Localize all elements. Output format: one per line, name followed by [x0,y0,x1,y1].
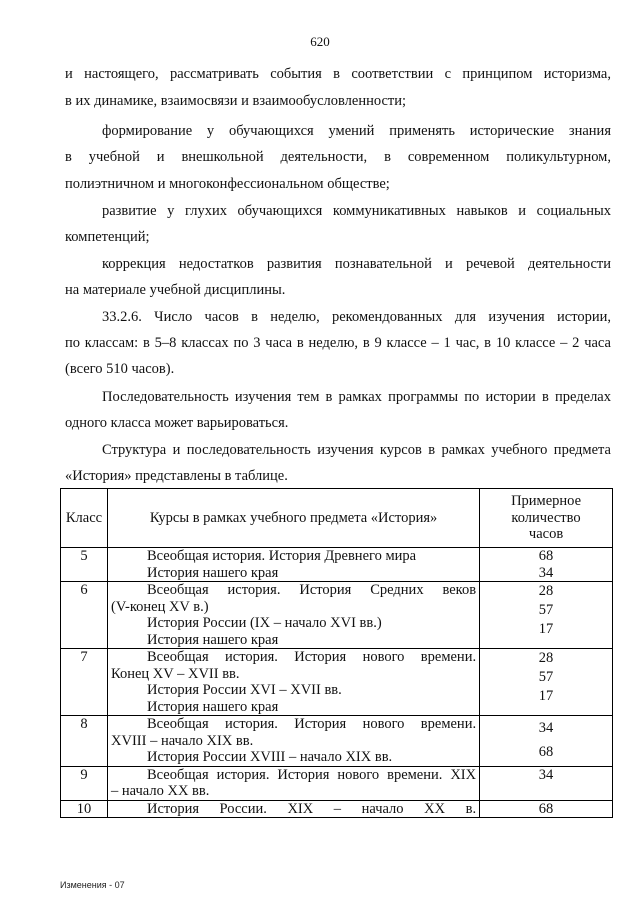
header-class: Класс [61,489,108,548]
class-cell: 5 [61,548,108,582]
hours-value: 68 [538,800,554,817]
courses-cell [108,548,480,582]
text-line: Последовательность изучения тем в рамках программы по истории в пределах [102,389,611,405]
courses-cell [108,582,480,649]
text-line: полиэтничном и многоконфессиональном обществе; [65,176,390,192]
course-line: XVIII – начало XIX вв. [111,732,254,749]
hours-cell [480,716,613,767]
text-line: (всего 510 часов). [65,361,175,377]
table-row [61,649,613,716]
class-cell: 10 [61,800,108,818]
text-line: коррекция недостатков развития познавательной и речевой деятельности [102,256,611,272]
hours-value: 57 [538,602,554,618]
text-line: по классам: в 5–8 классах по 3 часа в неделю, в 9 классе – 1 час, в 10 классе – 2 часа [65,335,611,351]
text-line: одного класса может варьироваться. [65,415,289,431]
course-line: История нашего края [147,564,279,581]
class-cell: 8 [61,716,108,767]
course-line: Всеобщая история. История нового времени. [147,716,477,732]
header-hours-line: количество [511,509,581,526]
table-row [61,548,613,582]
course-line: История России XVI – XVII вв. [147,682,342,698]
page-number: 620 [310,34,330,49]
hours-value: 68 [538,548,554,564]
text-line: в учебной и внешкольной деятельности, в современном поликультурном, [65,149,611,165]
courses-cell [108,649,480,716]
footer-note: Изменения - 07 [60,880,125,890]
course-line: История России. XIX – начало XX в. [147,800,477,817]
courses-cell [108,766,480,800]
text-line: развитие у глухих обучающихся коммуникативных навыков и социальных [102,203,611,219]
course-line: – начало XX вв. [111,783,210,799]
hours-value: 57 [538,669,554,685]
text-line: на материале учебной дисциплины. [65,282,286,298]
courses-cell [108,800,480,818]
text-line: формирование у обучающихся умений применять исторические знания [102,123,611,139]
course-line: Всеобщая история. История нового времени. [147,649,477,665]
hours-value: 34 [538,766,554,783]
hours-value: 28 [538,583,554,599]
table-row [61,800,613,818]
course-line: История России XVIII – начало XIX вв. [147,749,393,765]
hours-value: 34 [538,720,554,736]
table-row [61,766,613,800]
text-line: «История» представлены в таблице. [65,468,288,484]
header-hours-line: Примерное [511,493,582,510]
table-header-row [61,489,613,548]
header-courses: Курсы в рамках учебного предмета «История» [108,489,480,548]
text-line: Структура и последовательность изучения курсов в рамках учебного предмета [102,442,611,458]
course-line: История нашего края [147,698,279,715]
hours-cell [480,766,613,800]
class-cell: 7 [61,649,108,716]
hours-value: 17 [538,621,554,637]
course-line: Конец XV – XVII вв. [111,665,240,682]
course-line: Всеобщая история. История Средних веков [147,582,477,598]
course-line: (V-конец XV в.) [111,598,209,615]
hours-cell [480,582,613,649]
class-cell: 9 [61,766,108,800]
hours-value: 17 [538,688,554,704]
header-hours-line: часов [528,526,564,543]
text-line: 33.2.6. Число часов в неделю, рекомендованных для изучения истории, [102,309,611,325]
hours-cell [480,649,613,716]
hours-cell [480,800,613,818]
text-line: компетенций; [65,229,150,245]
course-line: Всеобщая история. История Древнего мира [147,548,417,564]
text-line: и настоящего, рассматривать события в соответствии с принципом историзма, [65,66,611,82]
text-line: в их динамике, взаимосвязи и взаимообусловленности; [65,93,407,109]
header-hours [480,489,613,548]
course-line: История России (IX – начало XVI вв.) [147,615,382,631]
hours-cell [480,548,613,582]
hours-value: 28 [538,650,554,666]
courses-table [60,488,613,818]
class-cell: 6 [61,582,108,649]
course-line: Всеобщая история. История нового времени. XIX [147,766,477,783]
table-row [61,716,613,767]
hours-value: 34 [538,564,554,581]
hours-value: 68 [538,744,554,760]
table-row [61,582,613,649]
course-line: История нашего края [147,631,279,648]
courses-cell [108,716,480,767]
